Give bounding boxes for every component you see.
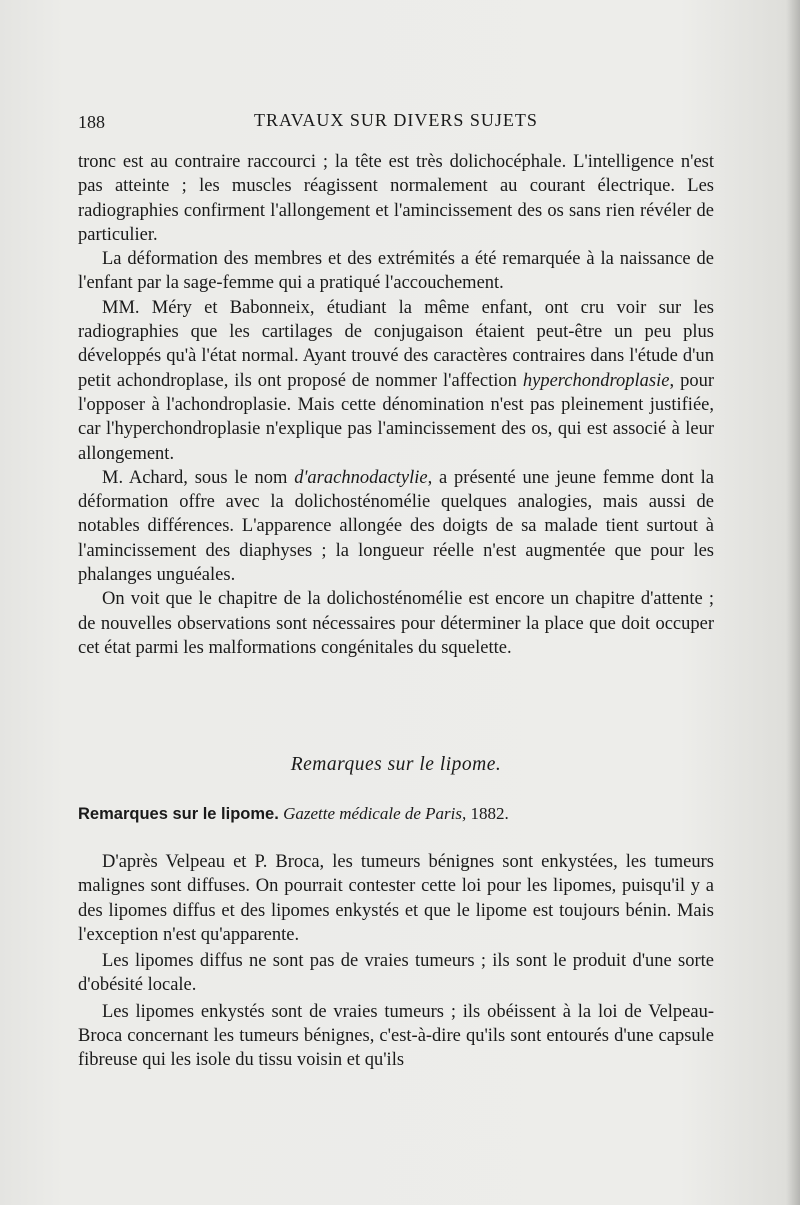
text-run: , pour l'opposer à l'achondroplasie. Mais cette dénomination n'est pas pleinement justifiée, car l'hyperchondroplasie n'explique pas l'amincissement des os, qui est associé à leur allongement.: [78, 370, 714, 464]
paragraph: Les lipomes diffus ne sont pas de vraies tumeurs ; ils sont le produit d'une sorte d'obésité locale.: [78, 951, 714, 996]
body-text-top: [78, 150, 714, 660]
section-title: Remarques sur le lipome.: [290, 754, 502, 775]
italic-term: d'arachnodactylie: [294, 467, 428, 488]
paragraph: [78, 296, 714, 466]
page-number: 188: [78, 112, 105, 132]
page-edge-shadow: [786, 0, 800, 1205]
running-title: TRAVAUX SUR DIVERS SUJETS: [254, 110, 538, 130]
paragraph: tronc est au contraire raccourci ; la tête est très dolichocéphale. L'intelligence n'est pas atteinte ; les muscles réagissent normalement au courant électrique. Les radiographies confirment l'allongement et l'amincissement des os sans rien révéler de particulier.: [78, 152, 714, 245]
paragraph: On voit que le chapitre de la dolichosténomélie est encore un chapitre d'attente ; de nouvelles observations sont nécessaires pour déterminer la place que doit occuper cet état parmi les malformations congénitales du squelette.: [78, 589, 714, 658]
text-run: MM. Méry et Babonneix, étudiant la même enfant, ont cru voir sur les radiographies que les cartilages de conjugaison étaient peut-être un peu plus développés qu'à l'état normal. Ayant trouvé des caractères contraires dans l'étude d'un petit achondroplase, ils ont proposé de nommer l'affection: [78, 297, 714, 391]
reference-title: Remarques sur le lipome.: [78, 805, 279, 823]
paragraph: D'après Velpeau et P. Broca, les tumeurs bénignes sont enkystées, les tumeurs malignes sont diffuses. On pourrait contester cette loi pour les lipomes, puisqu'il y a des lipomes diffus et des lipomes enkystés et que le lipome est toujours bénin. Mais l'exception n'est qu'apparente.: [78, 852, 714, 945]
reference-year: 1882.: [470, 804, 509, 823]
page-header: [78, 110, 714, 136]
text-run: M. Achard, sous le nom: [102, 467, 295, 488]
bibliographic-reference: [78, 804, 714, 824]
paragraph: La déformation des membres et des extrémités a été remarquée à la naissance de l'enfant par la sage-femme qui a pratiqué l'accouchement.: [78, 249, 714, 294]
paragraph: Les lipomes enkystés sont de vraies tumeurs ; ils obéissent à la loi de Velpeau-Broca concernant les tumeurs bénignes, c'est-à-dire qu'ils sont entourés d'une capsule fibreuse qui les isole du tissu voisin et qu'ils: [78, 1001, 714, 1071]
body-text-bottom: [78, 850, 714, 1075]
text-run: , a présenté une jeune femme dont la déformation offre avec la dolichosténomélie quelques analogies, mais aussi de notables différences. L'apparence allongée des doigts de sa malade tient surtout à l'amincissement des diaphyses ; la longueur réelle n'est augmentée que pour les phalanges unguéales.: [78, 467, 714, 586]
paragraph: [78, 466, 714, 587]
italic-term: hyperchondroplasie: [522, 370, 670, 391]
reference-journal: Gazette médicale de Paris,: [283, 804, 467, 823]
